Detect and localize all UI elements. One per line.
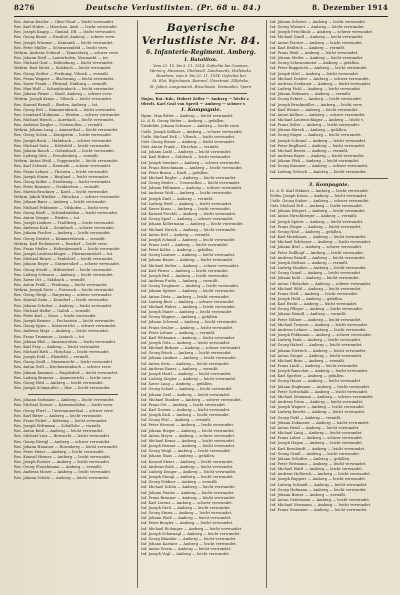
casualty-list — [141, 114, 261, 557]
list-entry: Res. Anton Zenger — Rieden — tot. — [14, 215, 81, 220]
column-divider — [137, 20, 138, 588]
list-entry: Inf. Joseph Schmid — Amberg — leicht verwundet. — [141, 237, 236, 242]
list-entry: Inf. Anton Seitz — Amberg — leicht verwundet. — [141, 361, 230, 366]
list-entry: Res. Johann Rauch — Gebenbach — leicht verwundet. — [14, 148, 116, 153]
list-entry: Wehrm. Karl Eichenseer — Ensdorf — leicht verw. — [14, 241, 108, 246]
list-entry: Inf. Joseph Held — Amberg — gefallen. — [270, 296, 344, 301]
list-entry: Res. Georg Ertl — Kümmersbruck — leicht verwundet. — [14, 107, 117, 112]
column-divider — [266, 20, 267, 588]
list-entry: Wehrm. Anton Weiß — Poppenricht — leicht verwundet. — [14, 159, 119, 164]
list-entry: Res. Georg Flierl — Unterammerthal — schwer verw. — [14, 408, 114, 413]
list-entry: Res. Joseph Wittmann — Schäflohe — vermißt. — [14, 424, 102, 429]
list-entry: Inf. Konrad Meier — Amberg — leicht verwundet. — [141, 459, 234, 464]
list-entry: Res. Joseph Wiesner — Kemnath — leicht verwundet. — [14, 40, 114, 45]
list-entry: Inf. Michael Gradl — Amberg — leicht verwundet. — [270, 35, 364, 40]
list-entry: Uoffz. Joseph Kellner — Amberg — schwer verwundet. — [141, 129, 244, 134]
list-entry: Inf. Georg Pösl — Amberg — vermißt. — [141, 418, 212, 423]
list-entry: Inf. Ludwig Stauber — Amberg — leicht verwundet. — [270, 266, 367, 271]
list-entry: Inf. Anton Ertl — Amberg — vermißt. — [141, 232, 211, 237]
list-entry: Inf. Georg Weigl — Amberg — leicht verwundet. — [141, 449, 232, 454]
list-entry: Inf. Ludwig Zenger — Amberg — leicht verwundet. — [141, 469, 237, 474]
list-entry: Res. Georg Bauer — Ensdorf, Amberg — schwer verw. — [14, 35, 116, 40]
list-entry: Inf. Joseph Zintl — Amberg — vermißt. — [141, 196, 214, 201]
list-entry: Inf. Peter Wittmann — Amberg — leicht verwundet. — [270, 461, 367, 466]
list-entry: Res. Johann Kummer — Engelsdorf — leicht verwundet. — [14, 370, 119, 375]
list-entry: Inf. Georg Lautner — Amberg — leicht verwundet. — [141, 253, 236, 258]
list-entry: Inf. Franz Brunner — Amberg — leicht verwundet. — [141, 495, 236, 500]
list-entry: Uoffz. Michael Deß — Vilseck — leicht verwundet. — [141, 134, 236, 139]
list-entry: Inf. Joseph Stangl — Amberg — leicht verwundet. — [141, 475, 234, 480]
list-entry: Inf. Anton Kellner — Amberg — schwer verwundet. — [270, 112, 366, 117]
list-entry: Inf. Franz Ott — Amberg — leicht verwundet. — [141, 402, 227, 407]
publication-title: Deutsche Verlustlisten. (Pr. 68 u. 84.) — [85, 3, 262, 12]
list-entry: Inf. Joseph Maier — Amberg — leicht verwundet. — [141, 310, 233, 315]
list-entry: Inf. Joseph Spörer — Amberg — leicht verwundet. — [270, 219, 364, 224]
list-entry: Inf. Ludwig Pickl — Amberg — leicht verwundet. — [270, 87, 362, 92]
list-entry: Res. Franz Trummer — Lintach — tot. — [14, 334, 86, 339]
list-entry: Inf. Georg Pfleger — Amberg — leicht verwundet. — [270, 307, 364, 312]
list-entry: Inf. Joseph Gmeiner — Amberg — schwer verwundet. — [141, 160, 241, 165]
list-entry: Res. Karl Ritter — Amberg — leicht verwundet. — [14, 413, 103, 418]
casualty-list — [14, 398, 132, 481]
list-entry: Res. Johann Schober — Amberg — leicht verwundet. — [14, 303, 113, 308]
list-entry: Inf. Peter Dollhopf — Amberg — leicht verwundet. — [270, 250, 365, 255]
list-entry: Inf. Karl Lorenz — Amberg — schwer verwundet. — [141, 500, 233, 505]
list-entry: Inf. Michael Kraus — Amberg — leicht verwundet. — [141, 438, 236, 443]
list-entry: Inf. Ludwig Kestler — Amberg — leicht verwundet. — [270, 410, 366, 415]
list-entry: Res. Ludwig Schwarz — Amberg — leicht verwundet. — [14, 272, 114, 277]
list-entry: Res. Joseph Knapp — Gmünd, Dfl. — leicht verwundet. — [14, 30, 117, 35]
list-entry: Res. Anton Reiß — Amberg — leicht verwundet. — [14, 429, 104, 434]
list-entry: Res. Georg Schön — Königstein — leicht verwundet. — [14, 133, 113, 138]
list-entry: Inf. Johann Hofmann — Amberg — vermißt. — [270, 92, 352, 97]
list-entry: Inf. Johann Rieger — Amberg — leicht verwundet. — [141, 428, 235, 433]
list-entry: Res. Georg Dirrigl — Amberg — schwer verwundet. — [14, 439, 111, 444]
battle-summary — [141, 64, 261, 90]
list-entry: Lt. d. R. Georg Weber — Amberg — gefallen. — [141, 119, 225, 124]
list-entry: Inf. Franz Steger — Amberg — leicht verwundet. — [270, 224, 362, 229]
list-entry: Inf. Andreas Bayer — Amberg — leicht verwundet. — [270, 154, 365, 159]
list-entry: Inf. Karl Heldrich — Amberg — vermißt. — [270, 45, 346, 50]
list-entry: St. Eloi, Wytschaete, Kemmel, Vierstraat, Zillebeke, — [152, 79, 250, 84]
list-entry: Inf. Ludwig Weiß — Amberg — leicht verwundet. — [141, 201, 233, 206]
list-entry: Inf. Andreas Reindl — Amberg — leicht verwundet. — [270, 255, 366, 260]
list-entry: Res. Konrad Zahn — Krondorf — leicht verwundet. — [14, 298, 110, 303]
list-entry: Res. Johann Ehrl — Immenstetten — leicht verwundet. — [14, 339, 117, 344]
list-entry: Inf. Andreas Bauer — Amberg — vermißt. — [141, 366, 219, 371]
list-entry: Inf. Michael Trenner — Amberg — leicht verwundet. — [270, 322, 369, 327]
list-entry: Res. Johann Reger — Gärmersdorf — schwer verwundet. — [14, 262, 121, 267]
list-entry: Inf. Karl Mutzbauer — Amberg — leicht verwundet. — [270, 235, 367, 240]
list-entry: Res. Johann Fischer — Amberg — leicht verwundet. — [14, 231, 111, 236]
list-entry: Res. Georg Weigl — Raigering — schwer verwundet. — [14, 293, 113, 298]
list-entry: Res. Joseph Lautenschlager — Ebermannsdorf — tot. — [14, 252, 114, 257]
list-entry: Res. Johann Hanauer — Rosenberg — leicht verwundet. — [14, 444, 119, 449]
list-entry: Res. Johann Baier — Amberg — leicht verwundet. — [14, 200, 108, 205]
list-entry: Inf. Johann Lindner — Amberg — leicht verwundet. — [141, 356, 237, 361]
list-entry: Inf. Joseph Vogl — Amberg — leicht verwundet. — [141, 552, 230, 557]
column-right — [270, 20, 388, 590]
list-entry: Inf. Franz Gruber — Amberg — leicht verwundet. — [141, 325, 234, 330]
list-entry: Inf. Georg Mayer — Amberg — leicht verwundet. — [270, 133, 362, 138]
list-entry: Inf. Georg Sperl — Amberg — schwer verwundet. — [141, 217, 234, 222]
list-entry: Oberlt. Karl Graf von Spreti — Amberg — schwer v. — [141, 101, 246, 106]
list-entry: Inf. Franz Hirschmann — Amberg — leicht verwundet. — [141, 165, 243, 170]
list-entry: Inf. Michael Lang — Amberg — leicht verwundet. — [270, 431, 363, 436]
page-number: 8276 — [14, 3, 35, 12]
list-entry: Inf. Anton Hirschberger — Amberg — vermißt. — [270, 214, 358, 219]
list-entry: Inf. Joseph Renner — Amberg — leicht verwundet. — [141, 444, 236, 449]
list-entry: Inf. Michael Sieber — Amberg — schwer verwundet. — [141, 263, 240, 268]
list-entry: Inf. Anton Ostermann — Amberg — leicht verwundet. — [270, 498, 371, 503]
list-entry: Inf. Joseph Scharnagl — Amberg — leicht verwundet. — [141, 531, 241, 536]
list-entry: Res. Johann Pirner — Kastl, Amberg — schwer verw. — [14, 92, 113, 97]
list-entry: Wehrm. Andreas Schmid — Tännesberg — schwer verw. — [14, 50, 119, 55]
list-entry: Res. Georg Hösl — Amberg — leicht verwundet. — [14, 380, 104, 385]
list-entry: Inf. Ludwig Grötsch — Amberg — leicht verwundet. — [270, 169, 367, 174]
list-entry: Res. Georg Koller — Etzelwang — leicht verwundet. — [14, 179, 112, 184]
list-entry: Res. Michael Dorner — Karmensölden — leicht verw. — [14, 403, 114, 408]
list-entry: Inf. Peter Braun — Kastl — gefallen. — [141, 170, 209, 175]
list-entry: Inf. Michael Zitzmann — Amberg — schwer verwundet. — [270, 394, 374, 399]
list-entry: Inf. Georg Gradl — Amberg — leicht verwundet. — [270, 451, 361, 456]
list-entry: Inf. Michael Regler — Amberg — leicht verwundet. — [141, 175, 237, 180]
list-entry: Inf. Johann Englmann — Amberg — leicht verwundet. — [270, 384, 371, 389]
list-entry: Inf. Ludwig Beer — Amberg — schwer verwundet. — [141, 299, 235, 304]
list-entry: Inf. Johann Kohl — Amberg — leicht verwundet. — [270, 276, 360, 281]
list-entry: Inf. Michael Eichinger — Amberg — leicht verwundet. — [141, 526, 243, 531]
list-entry: Inf. Johann Haas — Amberg — gefallen. — [141, 454, 216, 459]
list-entry: Inf. Georg Nitzl — Amberg — gefallen. — [270, 229, 343, 234]
list-entry: Res. Anton Kestler — Ober-Glauf — leicht verwundet. — [14, 20, 115, 24]
list-entry: Inf. Peter Koller — Amberg — gefallen. — [141, 248, 214, 253]
list-entry: Major, Bat.-Kdr., Hubert Zeller — Amberg — leicht v. — [141, 96, 250, 101]
list-entry: Inf. Georg Graml — Amberg — leicht verwundet. — [270, 271, 362, 276]
list-entry: Inf. Xaver Kraus — Amberg — leicht verwundet. — [141, 206, 232, 211]
list-entry: Inf. Franz Lindl — Amberg — leicht verwundet. — [270, 364, 359, 368]
list-entry: Res. Franz Lehner — Theuern — leicht verwundet. — [14, 169, 110, 174]
list-entry: Feldw. Joseph Kraus — Amberg — leicht verwundet. — [270, 193, 368, 198]
list-entry: Inf. Johann Kastner — Amberg — leicht verwundet. — [141, 542, 237, 547]
list-entry: Res. Joseph Eckl — Ehenfeld — vermißt. — [14, 355, 90, 360]
list-entry: Res. Georg Dotzler — Kümmersbruck — vermißt. — [14, 236, 106, 241]
list-entry: Inf. Joseph Ruppert — Amberg — leicht verwundet. — [270, 477, 367, 482]
list-entry: Res. Andreas Moser — Amberg — leicht verwundet. — [14, 470, 112, 475]
list-entry: Res. Max Wolf — Schnaittenbach — leicht verwundet. — [14, 87, 115, 92]
list-entry: Inf. Johann Spitzer — Amberg — leicht verwundet. — [141, 289, 236, 294]
list-entry: Res. Karl Huber — Hirschau, Amb. — leicht verwundet. — [14, 25, 119, 30]
list-entry: Gefr. Anton Frank — Hirschau — vermißt. — [141, 145, 220, 150]
list-entry: Res. Peter Müller — Schwarzenfeld — leicht verw. — [14, 45, 109, 50]
list-entry: Res. Joseph Lindner — Traßlberg — leicht verwundet. — [14, 221, 116, 226]
list-entry: Inf. Franz Zeller — Amberg — leicht verwundet. — [270, 123, 361, 128]
list-entry: Vizefeldw. Johann Schwarz — Amberg — leicht verw. — [141, 124, 240, 129]
list-entry: Res. Leonhard Hofmann — Weiden — schwer verwundet. — [14, 112, 121, 117]
list-entry: Inf. Joseph Rauscher — Amberg — leicht verwundet. — [270, 369, 369, 374]
list-entry: Inf. Georg Wiesnet — Amberg — leicht verwundet. — [270, 25, 365, 30]
list-entry: Res. Johann Schötz — Amberg — leicht verwundet. — [14, 475, 110, 480]
list-entry: Inf. Johann Dobmeier — Amberg — leicht verwundet. — [270, 420, 370, 425]
list-entry: Inf. Michael Schlosser — Amberg — leicht verwundet. — [270, 240, 372, 245]
list-entry: Gefr. Georg Birner — Amberg — leicht verwundet. — [141, 139, 236, 144]
list-entry: Inf. Michael Dotzler — Amberg — schwer verwundet. — [270, 76, 370, 81]
list-entry: Inf. Karl Dorner — Amberg — leicht verwundet. — [141, 408, 231, 412]
list-entry: Inf. Johann Paulus — Amberg — leicht verwundet. — [141, 490, 235, 495]
list-entry: Inf. Xaver Lang — Amberg — gefallen. — [141, 382, 213, 387]
list-entry: Inf. Peter Bergler — Amberg — leicht verwundet. — [141, 521, 234, 526]
list-entry: Inf. Joseph Dietl — Amberg — leicht verwundet. — [141, 505, 231, 510]
list-entry: Inf. Franz Weiß — Amberg — leicht verwundet. — [270, 50, 359, 55]
list-entry: Inf. Johann Meiler — Amberg — leicht verwundet. — [270, 56, 364, 61]
list-entry: Inf. Georg Hofmann — Amberg — leicht verwundet. — [270, 487, 367, 492]
list-entry: Inf. Georg Troglauer — Amberg — leicht verwundet. — [141, 284, 240, 289]
list-entry: Inf. Johann Loibl — Amberg — leicht verwundet. — [141, 150, 232, 155]
battalion-heading: I. Bataillon. — [184, 57, 218, 63]
list-entry: Res. Andreas Ziegler — Ursensollen — vermißt. — [14, 123, 104, 128]
list-entry: Inf. Michael Hirsch — Amberg — leicht verwundet. — [141, 227, 237, 232]
list-entry: Res. Anton Grill — Kirchenreinbach — schwer verw. — [14, 365, 112, 370]
list-entry: Inf. Johann Graf — Amberg — leicht verwundet. — [141, 392, 231, 397]
list-entry: Inf. Andreas Seebauer — Amberg — leicht verwundet. — [270, 81, 372, 86]
list-entry: Vom 23. 10. bis 5. 11. 1914: Gefechte bei Comines, — [153, 64, 249, 68]
list-entry: Inf. Michael Neumann — Amberg — leicht verwundet. — [270, 503, 372, 508]
list-entry: Res. Anton Prößl — Freihung — leicht verwundet. — [14, 282, 108, 287]
list-entry: Res. Michael Haller — Gailoh — vermißt. — [14, 308, 92, 313]
list-entry: Inf. Andreas Wolf — Amberg — leicht verwundet. — [141, 191, 233, 196]
casualty-list — [270, 189, 388, 514]
list-entry: Inf. Michael Härtl — Amberg — leicht verwundet. — [270, 467, 364, 472]
list-entry: Inf. Georg Haberl — Amberg — leicht verwundet. — [270, 343, 363, 348]
list-entry: Res. Michael Hirsch — Auerbach — leicht verwundet. — [14, 117, 115, 122]
list-entry: Inf. Anton Forster — Amberg — leicht verwundet. — [270, 40, 363, 45]
list-entry: Inf. Georg Sturm — Amberg — leicht verwundet. — [141, 511, 233, 516]
list-entry: Inf. Joseph Hösl — Amberg — leicht verwundet. — [270, 71, 360, 76]
list-entry: Res. Joseph Sturm — Birgland — leicht verwundet. — [14, 174, 110, 179]
list-entry: Wehrm. Joseph Kraus — Vilseck — leicht verwundet. — [14, 97, 113, 102]
list-entry: Inf. Georg Meiler — Ursensollen — leicht verwundet. — [141, 181, 241, 186]
list-entry: Res. Michael Lutz — Bernricht — leicht verwundet. — [14, 434, 111, 439]
list-entry: Inf. Michael Huber — Amberg — leicht verwundet. — [141, 304, 237, 309]
list-entry: Inf. Andreas Fuchs — Amberg — vermißt. — [141, 279, 219, 284]
list-entry: Inf. Georg Hauer — Amberg — leicht verwundet. — [270, 379, 362, 384]
list-entry: Res. Karl Schwab — Kemnath — schwer verwundet. — [14, 164, 112, 169]
list-entry: Inf. Karl Huber — Sulzbach — leicht verwundet. — [141, 155, 232, 160]
list-entry: Inf. Georg Wagner — Amberg — gefallen. — [141, 315, 219, 320]
casualty-list — [14, 20, 132, 391]
list-entry: Inf. Karl Sperber — Amberg — gefallen. — [270, 374, 345, 379]
list-entry: Res. Franz Pickel — Köfering — leicht verwundet. — [14, 418, 108, 423]
list-entry: Inf. Georg Kummer — Amberg — schwer verwundet. — [270, 164, 369, 169]
list-entry: Inf. Peter Rupprecht — Amberg — leicht verwundet. — [270, 66, 368, 71]
list-entry: Uoffz. Georg Sieber — Amberg — schwer verwundet. — [270, 199, 370, 203]
list-entry: Inf. Joseph Frischholz — Amberg — schwer verwundet. — [270, 30, 374, 35]
list-entry: Res. Xaver Frank — Pfreimd, Nabburg — vermißt. — [14, 81, 108, 86]
section-rule — [155, 93, 247, 94]
list-entry: Inf. Johann Birner — Amberg — vermißt. — [270, 492, 347, 497]
list-entry: Res. Andreas Mayr — Amberg — leicht verwundet. — [14, 329, 110, 334]
column-left — [14, 20, 132, 590]
list-entry: Inf. Joseph Kick — Amberg — leicht verwundet. — [141, 413, 230, 418]
list-entry: Res. Georg Seidl — Massenricht — leicht verwundet. — [14, 360, 114, 365]
list-entry: Inf. Georg Scharl — Amberg — leicht verwundet. — [141, 387, 233, 392]
list-entry: Res. Xaver Ott — Sulzbach — vermißt. — [14, 277, 87, 282]
list-entry: Gefr. Michael Ertl — Amberg — leicht verwundet. — [270, 204, 364, 209]
header-rule — [14, 16, 388, 17]
list-entry: Inf. Johann Kellermann — Amberg — leicht verwundet. — [141, 222, 244, 227]
list-entry: Inf. Peter Söllner — Amberg — leicht verwundet. — [270, 317, 362, 322]
list-entry: Inf. Karl Winter — Amberg — leicht verwundet. — [270, 107, 359, 112]
regiment-heading: 6. Infanterie-Regiment. Amberg. — [146, 49, 256, 56]
list-title: Bayerische Verlustliste Nr. 84. — [141, 22, 261, 47]
list-entry: Res. Peter Kerl — Moos — leicht verwundet. — [14, 313, 97, 318]
list-entry: Res. Andreas Kick — Krumbach — schwer verwundet. — [14, 226, 116, 231]
list-entry: Inf. Georg Feldner — Amberg — vermißt. — [141, 480, 219, 485]
list-entry: Inf. Joseph Götz — Amberg — leicht verwundet. — [141, 340, 231, 345]
list-entry: Wehrm. Joseph Dietz — Pursruck — leicht verwundet. — [14, 288, 115, 293]
list-entry: Res. Michael Graf — Hohenburg — leicht verwundet. — [14, 61, 114, 66]
column-middle — [141, 20, 261, 590]
list-entry: Res. Joseph Schmaußer — Iber — leicht verwundet. — [14, 386, 111, 391]
list-entry: Res. Peter Hausner — Neukirchen — vermißt. — [14, 185, 101, 189]
page-header — [14, 3, 388, 17]
list-entry: Inf. Georg Rösch — Amberg — leicht verwundet. — [141, 351, 232, 356]
list-entry: Inf. Peter Gottschalk — Amberg — leicht verwundet. — [270, 389, 369, 394]
list-entry: Inf. Johann Weigert — Amberg — leicht verwundet. — [270, 209, 366, 214]
list-entry: Res. Martin Bruckner — Kastl — leicht verwundet. — [14, 190, 109, 195]
list-entry: Inf. Joseph Schraml — Amberg — leicht verwundet. — [270, 138, 367, 143]
list-entry: Res. Michael Birner — Paulsdorf — leicht verwundet. — [14, 257, 114, 262]
list-entry: Inf. Michael Schön — Amberg — leicht verwundet. — [141, 485, 236, 490]
list-entry: Wehrm. Johann Lang — Ammerthal — leicht verwundet. — [14, 128, 119, 133]
list-entry: Res. Konrad Reindl — Rieden, Amberg — tot. — [14, 102, 99, 107]
list-entry: Wervicq, Messines, Gheluvelt, Zandvoorde, Hollebeke, — [149, 69, 253, 74]
list-entry: St. Julien, Langemarck, Bixschoote, Dixmuiden, Ypern. — [149, 84, 253, 89]
list-entry: Inf. Johann Weiß — Amberg — leicht verwundet. — [141, 516, 232, 521]
list-entry: Inf. Johann Bauer — Amberg — leicht verwundet. — [141, 258, 234, 263]
company-heading: 1. Kompagnie. — [180, 107, 222, 114]
list-entry: Inf. Franz Neumaier — Amberg — leicht verwundet. — [270, 508, 368, 513]
list-entry: Inf. Michael Rester — Amberg — vermißt. — [270, 148, 349, 153]
list-entry: Res. Georg Spies — Kötzersricht — schwer verwundet. — [14, 324, 117, 329]
list-entry: Res. Ludwig Götz — Freudenberg — vermißt. — [14, 154, 100, 159]
list-entry: Inf. Ludwig Schmidt — Amberg — leicht verwundet. — [270, 482, 368, 487]
list-entry: Res. Johann Seebauer — Amberg — leicht verwundet. — [14, 398, 115, 403]
list-entry: Inf. Anton Wurm — Amberg — leicht verwundet. — [141, 547, 232, 552]
list-entry: Inf. Karl Pirner — Amberg — leicht verwundet. — [141, 268, 229, 273]
list-entry: Res. Franz Wagner — Illschwang — leicht verwundet. — [14, 76, 115, 81]
list-entry: Res. Peter Meier — Amberg — leicht verwundet. — [14, 449, 105, 454]
list-entry: Inf. Karl Wittmann — Amberg — leicht verwundet. — [141, 335, 236, 340]
list-entry: Houthem; vom 6. bis 20. 11. 1914: Gefechte bei — [156, 74, 246, 79]
list-entry: Wehrm. Karl Meier — Sulzbach — leicht verwundet. — [14, 66, 112, 71]
issue-date: 8. Dezember 1914 — [312, 3, 388, 12]
section-rule — [28, 394, 118, 395]
list-entry: Res. Karl Frey — Amberg — leicht verwundet. — [14, 344, 101, 349]
list-entry: Res. Franz Meiler — Hohenkemnath — leicht verwundet. — [14, 246, 121, 251]
list-entry: Inf. Joseph Pöhlmann — Amberg — schwer verwundet. — [270, 333, 373, 338]
list-entry: Inf. Ludwig Ziegler — Amberg — leicht verwundet. — [141, 377, 237, 382]
list-entry: Res. Georg Zeitler — Freihung, Vilseck — vermißt. — [14, 71, 110, 76]
list-entry: Inf. Georg Schwarzmeier — Amberg — gefallen. — [270, 61, 360, 66]
list-entry: Wehrm. Jakob Winkler — Hirschau — schwer verwundet. — [14, 195, 121, 200]
list-entry: Inf. Anton Heinl — Amberg — leicht verwundet. — [270, 425, 360, 430]
list-entry: Lt. d. R. Karl Hübner — Amberg — leicht verwundet. — [270, 188, 370, 193]
list-entry: Inf. Anton Dietz — Amberg — leicht verwundet. — [141, 294, 231, 299]
staff-list — [141, 97, 261, 107]
list-entry: Inf. Joseph Meßner — Amberg — vermißt. — [270, 260, 349, 265]
list-entry: Res. Georg Riedl — Schmidmühlen — leicht verwundet. — [14, 210, 119, 215]
list-entry: Inf. Joseph Reil — Amberg — leicht verwundet. — [141, 273, 230, 278]
list-entry: Inf. Johann Bösl — Amberg — schwer verwundet. — [270, 245, 363, 250]
list-entry: Inf. Andreas Lehner — Amberg — leicht verwundet. — [270, 327, 367, 332]
list-entry: Inf. Karl Bernhardt — Amberg — leicht verwundet. — [270, 446, 366, 451]
list-entry: Res. Konrad Hirmer — Amberg — leicht verwundet. — [14, 454, 112, 459]
list-entry: Inf. Joseph Hagen — Amberg — leicht verwundet. — [270, 441, 364, 446]
list-entry: Inf. Franz Leitl — Amberg — leicht verwundet. — [141, 243, 229, 247]
list-entry: Inf. Karl Hecht — Amberg — leicht verwundet. — [270, 302, 358, 307]
list-entry: Inf. Georg Pirkl — Amberg — vermißt. — [270, 415, 342, 420]
list-entry: Inf. Michael Stauber — Amberg — schwer verwundet. — [141, 397, 242, 402]
section-rule — [270, 178, 388, 179]
list-entry: Inf. Johann Scherer — Amberg — leicht verwundet. — [270, 20, 367, 24]
list-entry: Inf. Michael Birkner — Amberg — schwer verwundet. — [141, 346, 242, 351]
list-entry: Inf. Johann Dietrich — Amberg — leicht verwundet. — [270, 348, 367, 353]
list-entry: Res. Georg Strobl — Hiltersdorf — leicht verwundet. — [14, 267, 113, 272]
list-entry: Res. Ludwig Brunner — Ammersricht — leicht verw. — [14, 375, 112, 380]
list-entry: Hptm. Max Ritter — Amberg — leicht verwundet. — [141, 114, 234, 119]
list-entry: Inf. Anton Übelacker — Amberg — schwer verwundet. — [270, 281, 372, 286]
list-entry: Inf. Konrad Prechtl — Amberg — leicht verwundet. — [141, 212, 237, 217]
list-entry: Inf. Franz Gietl — Amberg — leicht verwundet. — [270, 291, 359, 296]
list-entry: Inf. Georg Eckert — Amberg — leicht verwundet. — [270, 97, 363, 102]
list-entry: Inf. Joseph Wagner — Amberg — leicht verwundet. — [270, 405, 366, 410]
list-entry: Res. Johann Dietl — Lauterhofen, Neumarkt — tot. — [14, 56, 110, 61]
list-entry: Inf. Anton Greger — Amberg — leicht verwundet. — [270, 353, 363, 358]
company-heading: 3. Kompagnie. — [308, 181, 350, 188]
list-entry: Inf. Andreas Prem — Amberg — leicht verwundet. — [270, 400, 364, 405]
list-entry: Res. Joseph Beck — Hahnbach — schwer verwundet. — [14, 138, 113, 143]
list-entry: Inf. Peter Wiesent — Amberg — leicht verwundet. — [141, 423, 235, 428]
casualty-list — [270, 20, 388, 175]
list-entry: Inf. Johann Pfab — Amberg — leicht verwundet. — [270, 159, 360, 164]
list-entry: Res. Michael Roth — Hirschau — leicht verwundet. — [14, 350, 111, 354]
list-entry: Res. Georg Fleischmann — Amberg — vermißt. — [14, 465, 103, 470]
list-entry: Inf. Michael Lautenschlager — Amberg — leicht v. — [270, 117, 364, 122]
list-entry: Res. Michael Seitz — Edelsfeld — leicht verwundet. — [14, 143, 111, 148]
list-entry: Inf. Georg Bäumler — Amberg — leicht verwundet. — [141, 536, 237, 541]
list-entry: Inf. Johann Heindl — Amberg — vermißt. — [270, 312, 347, 317]
list-entry: Res. Joseph Renner — Fuchsstein — leicht verwundet. — [14, 319, 116, 324]
list-entry: Inf. Michael Bräu — Amberg — vermißt. — [270, 358, 346, 363]
list-entry: Inf. Joseph Hartl — Amberg — leicht verwundet. — [141, 371, 232, 376]
list-entry: Inf. Johann Pöllmann — Amberg — schwer verwundet. — [141, 186, 243, 191]
list-entry: Inf. Franz Luber — Amberg — schwer verwundet. — [270, 436, 364, 441]
list-entry: Inf. Johann Hirsch — Amberg — gefallen. — [270, 128, 348, 133]
list-entry: Inf. Ludwig Fenk — Amberg — leicht verwundet. — [270, 338, 362, 343]
list-entry: Inf. Peter Lehner — Amberg — vermißt. — [141, 330, 216, 335]
list-entry: Inf. Peter Englhard — Amberg — leicht verwundet. — [270, 143, 366, 148]
list-entry: Inf. Andreas Hollweck — Amberg — leicht verwundet. — [270, 472, 372, 477]
list-entry: Inf. Michael Wild — Amberg — leicht verwundet. — [270, 286, 362, 291]
list-entry: Res. Michael Feldmeier — Vilshofen — leicht verw. — [14, 205, 110, 210]
list-entry: Inf. Johann Schuller — Amberg — gefallen. — [270, 456, 351, 461]
list-entry: Inf. Johann Schreml — Amberg — leicht verwundet. — [141, 320, 238, 325]
list-entry: Inf. Anton Meyer — Amberg — schwer verwundet. — [141, 433, 236, 438]
list-entry: Inf. Joseph Bruckmüller — Amberg — leicht verw. — [270, 102, 363, 107]
list-entry: Res. Joseph Forster — Amberg — leicht verwundet. — [14, 460, 111, 465]
list-entry: Inf. Andreas Roth — Amberg — leicht verwundet. — [141, 464, 234, 469]
